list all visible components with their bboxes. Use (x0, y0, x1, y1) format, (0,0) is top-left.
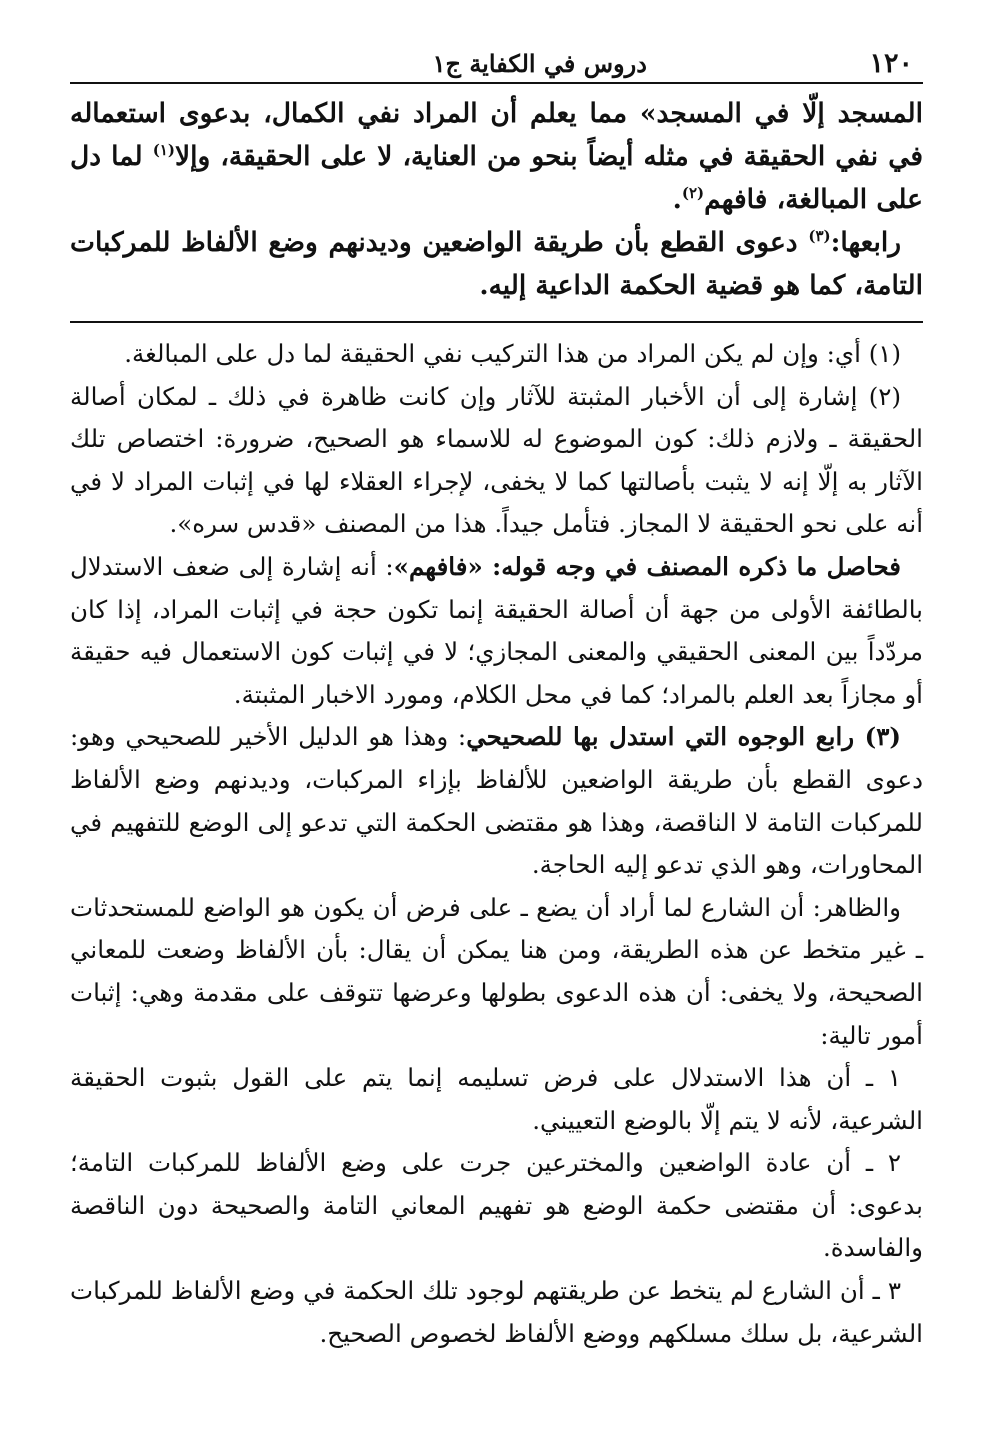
summary-rest: : أنه إشارة إلى ضعف الاستدلال بالطائفة الأولى من جهة أن أصالة الحقيقة إنما تكون حجة في إثبات المراد، إذا كان مردّداً بين المعنى الحقيقي والمعنى المجازي؛ لا في إثبات كون الاستعمال فيه حقيقة أو مجازاً بعد العلم بالمراد؛ كما في محل الكلام، ومورد الاخبار المثبتة. (70, 551, 923, 709)
main-p1-text-c: . (672, 184, 682, 215)
footnote-ref-3: (٣) (808, 227, 831, 246)
footnote-ref-2: (٢) (681, 184, 705, 203)
running-title: دروس في الكفاية ج١ (432, 49, 647, 78)
main-p2-text-b: دعوى القطع بأن طريقة الواضعين وديدنهم وضع الألفاظ للمركبات التامة، كما هو قضية الحكمة الداعية إليه. (70, 227, 923, 301)
page-number: ١٢٠ (869, 48, 913, 79)
main-p2-text-a: رابعها: (830, 227, 901, 258)
footnote-3-continuation: والظاهر: أن الشارع لما أراد أن يضع ـ على فرض أن يكون هو الواضع للمستحدثات ـ غير متخط عن هذه الطريقة، ومن هنا يمكن أن يقال: بأن الألفاظ وضعت للمعاني الصحيحة، ولا يخفى: أن هذه الدعوى بطولها وعرضها تتوقف على مقدمة وهي: إثبات أمور تالية: (70, 892, 923, 1050)
footnotes (70, 333, 923, 1355)
main-paragraph-2 (70, 221, 923, 307)
footnote-3-lead: (٣) رابع الوجوه التي استدل بها للصحيحي (466, 722, 901, 752)
summary-lead: فحاصل ما ذكره المصنف في وجه قوله: «فافهم» (393, 551, 901, 581)
list-item-3: ٣ ـ أن الشارع لم يتخط عن طريقتهم لوجود تلك الحكمة في وضع الألفاظ للمركبات الشرعية، بل سلك مسلكهم ووضع الألفاظ لخصوص الصحيح. (70, 1276, 923, 1348)
footnote-2: (٢) إشارة إلى أن الأخبار المثبتة للآثار وإن كانت ظاهرة في ذلك ـ لمكان أصالة الحقيقة ـ ولازم ذلك: كون الموضوع له للاسماء هو الصحيح، ضرورة: اختصاص تلك الآثار به إلّا إنه لا يثبت بأصالتها كما لا يخفى، لإجراء العقلاء لها في إثبات المراد لا في أنه على نحو الحقيقة لا المجاز. فتأمل جيداً. هذا من المصنف «قدس سره». (70, 381, 923, 539)
page-header (70, 40, 923, 84)
list-item-2: ٢ ـ أن عادة الواضعين والمخترعين جرت على وضع الألفاظ للمركبات التامة؛ بدعوى: أن مقتضى حكمة الوضع هو تفهيم المعاني التامة والصحيحة دون الناقصة والفاسدة. (70, 1148, 923, 1263)
main-text (70, 92, 923, 307)
main-p1-text-b: لما دل على المبالغة، فافهم (70, 141, 923, 215)
main-paragraph-1 (70, 92, 923, 221)
footnote-2-summary (70, 546, 923, 716)
footnote-ref-1: (١) (152, 141, 175, 160)
main-p1-text-a: المسجد إلّا في المسجد» مما يعلم أن المراد نفي الكمال، بدعوى استعماله في نفي الحقيقة في مثله أيضاً بنحو من العناية، لا على الحقيقة، وإلا (70, 98, 923, 172)
footnote-divider (70, 321, 923, 323)
footnote-3-rest: : وهذا هو الدليل الأخير للصحيحي وهو: دعوى القطع بأن طريقة الواضعين للألفاظ بإزاء المركبات، وديدنهم وضع الألفاظ للمركبات التامة لا الناقصة، وهذا هو مقتضى الحكمة التي تدعو إلى الوضع للتفهيم في المحاورات، وهو الذي تدعو إليه الحاجة. (70, 722, 923, 880)
list-item-1: ١ ـ أن هذا الاستدلال على فرض تسليمه إنما يتم على القول بثبوت الحقيقة الشرعية، لأنه لا يتم إلّا بالوضع التعييني. (70, 1063, 923, 1135)
footnote-1: (١) أي: وإن لم يكن المراد من هذا التركيب نفي الحقيقة لما دل على المبالغة. (124, 339, 901, 368)
footnote-3 (70, 716, 923, 886)
